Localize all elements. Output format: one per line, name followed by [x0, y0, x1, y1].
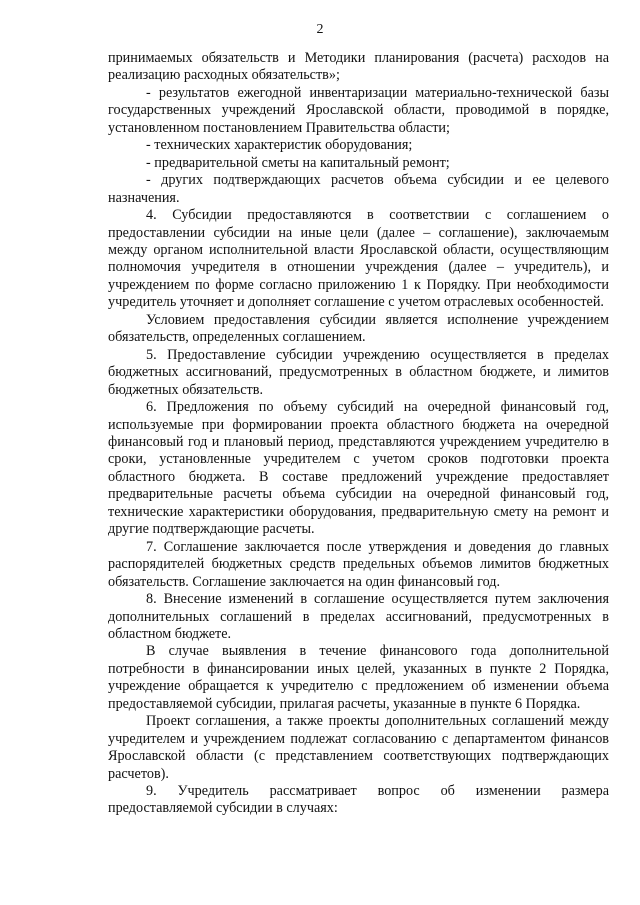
- clause-4: 4. Субсидии предоставляются в соответствии с соглашением о предоставлении субсидии на иные цели (далее – соглашение), заключаемым между органом исполнительной власти Ярославской области, осуществляющим полномочия учредителя в отношении учреждения (далее – учредитель), и учреждением по форме согласно приложению 1 к Порядку. При необходимости учредитель уточняет и дополняет соглашение с учетом отраслевых особенностей.: [108, 207, 609, 311]
- paragraph-continuation: принимаемых обязательств и Методики планирования (расчета) расходов на реализацию расходных обязательств»;: [108, 50, 609, 84]
- page-number: 2: [316, 22, 324, 37]
- clause-8: 8. Внесение изменений в соглашение осуществляется путем заключения дополнительных соглашений в пределах ассигнований, предусмотренных в областном бюджете.: [108, 591, 609, 642]
- clause-5: 5. Предоставление субсидии учреждению осуществляется в пределах бюджетных ассигнований, предусмотренных в областном бюджете, и лимитов бюджетных обязательств.: [108, 346, 609, 398]
- clause-4-condition: Условием предоставления субсидии является исполнение учреждением обязательств, определенных соглашением.: [108, 311, 609, 346]
- list-item-inventory: - результатов ежегодной инвентаризации материально-технической базы государственных учреждений Ярославской области, проводимой в порядке, установленном постановлением Правительства области;: [108, 84, 609, 136]
- list-item-repair-estimate: - предварительной сметы на капитальный ремонт;: [146, 154, 450, 171]
- clause-9: 9. Учредитель рассматривает вопрос об изменении размера предоставляемой субсидии в случаях:: [108, 783, 609, 817]
- list-item-equipment: - технических характеристик оборудования;: [146, 137, 413, 154]
- document-body: [108, 50, 609, 818]
- clause-8-draft-agreement: Проект соглашения, а также проекты дополнительных соглашений между учредителем и учреждением подлежат согласованию с департаментом финансов Ярославской области (с представлением соответствующих подтверждающих расчетов).: [108, 713, 609, 782]
- clause-7: 7. Соглашение заключается после утверждения и доведения до главных распорядителей бюджетных средств предельных объемов лимитов бюджетных обязательств. Соглашение заключается на один финансовый год.: [108, 538, 609, 590]
- list-item-other-calculations: - других подтверждающих расчетов объема субсидии и ее целевого назначения.: [108, 172, 609, 206]
- clause-6: 6. Предложения по объему субсидий на очередной финансовый год, используемые при формировании проекта областного бюджета на очередной финансовый год и плановый период, представляются учреждением учредителю в сроки, установленные учредителем с учетом сроков подготовки проекта областного бюджета. В составе предложений учреждение предоставляет предварительные расчеты объема субсидии на очередной финансовый год, технические характеристики оборудования, предварительную смету на ремонт и другие подтверждающие расчеты.: [108, 399, 609, 538]
- clause-8-additional-need: В случае выявления в течение финансового года дополнительной потребности в финансировании иных целей, указанных в пункте 2 Порядка, учреждение обращается к учредителю с предложением об изменении объема предоставляемой субсидии, прилагая расчеты, указанные в пункте 6 Порядка.: [108, 643, 609, 712]
